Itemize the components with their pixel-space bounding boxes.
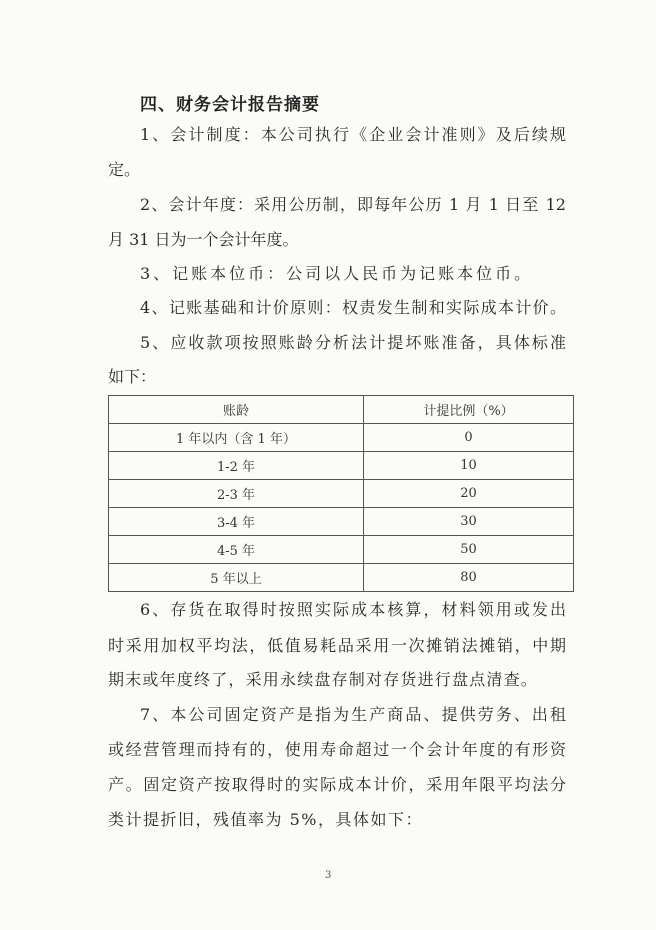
header-aging: 账龄: [109, 396, 364, 424]
ratio-cell: 80: [364, 564, 574, 592]
aging-cell: 2-3 年: [109, 480, 364, 508]
table-row: [109, 508, 574, 536]
aging-cell: 1 年以内（含 1 年）: [109, 424, 364, 452]
page-number: 3: [325, 870, 332, 881]
paragraph-line: 产。固定资产按取得时的实际成本计价，采用年限平均法分: [108, 775, 566, 794]
paragraph-line: 4、记账基础和计价原则：权责发生制和实际成本计价。: [140, 298, 566, 317]
aging-cell: 1-2 年: [109, 452, 364, 480]
paragraph-line: 类计提折旧，残值率为 5%，具体如下：: [108, 810, 423, 829]
table-row: [109, 452, 574, 480]
aging-cell: 4-5 年: [109, 536, 364, 564]
table-row: [109, 480, 574, 508]
ratio-cell: 50: [364, 536, 574, 564]
ratio-cell: 20: [364, 480, 574, 508]
table-header-row: [109, 396, 574, 424]
table-row: [109, 536, 574, 564]
paragraph-line: 定。: [108, 160, 141, 179]
paragraph-line: 3、记账本位币：公司以人民币为记账本位币。: [140, 264, 534, 283]
paragraph-line: 7、本公司固定资产是指为生产商品、提供劳务、出租: [140, 705, 566, 724]
aging-cell: 5 年以上: [109, 564, 364, 592]
section-heading: 四、财务会计报告摘要: [140, 95, 320, 115]
ratio-cell: 0: [364, 424, 574, 452]
table-row: [109, 424, 574, 452]
paragraph-line: 1、会计制度：本公司执行《企业会计准则》及后续规: [140, 125, 566, 144]
paragraph-line: 或经营管理而持有的，使用寿命超过一个会计年度的有形资: [108, 740, 566, 759]
bad-debt-provision-table: [108, 395, 574, 592]
paragraph-line: 期末或年度终了，采用永续盘存制对存货进行盘点清查。: [108, 670, 539, 689]
paragraph-line: 5、应收款项按照账龄分析法计提坏账准备，具体标准: [140, 333, 566, 352]
ratio-cell: 10: [364, 452, 574, 480]
header-ratio: 计提比例（%）: [364, 396, 574, 424]
table-row: [109, 564, 574, 592]
aging-cell: 3-4 年: [109, 508, 364, 536]
paragraph-line: 2、会计年度：采用公历制，即每年公历 1 月 1 日至 12: [140, 195, 566, 214]
paragraph-line: 如下：: [108, 367, 157, 386]
paragraph-line: 月 31 日为一个会计年度。: [108, 230, 299, 249]
ratio-cell: 30: [364, 508, 574, 536]
paragraph-line: 时采用加权平均法，低值易耗品采用一次摊销法摊销，中期: [108, 636, 566, 655]
paragraph-line: 6、存货在取得时按照实际成本核算，材料领用或发出: [140, 600, 566, 619]
